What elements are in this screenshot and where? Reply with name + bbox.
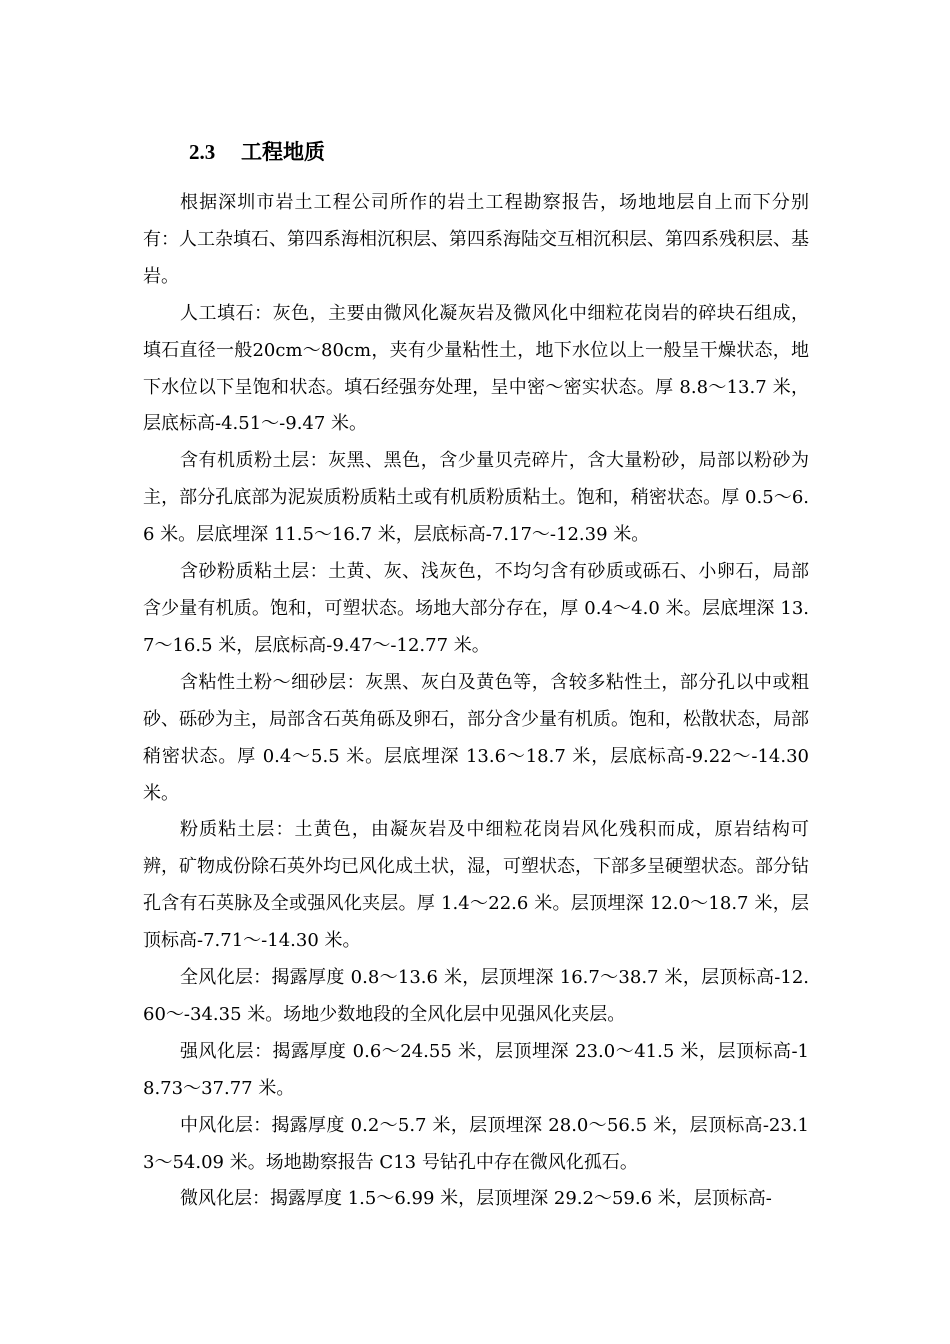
paragraph-intro: 根据深圳市岩土工程公司所作的岩土工程勘察报告，场地地层自上而下分别有：人工杂填石、第四系海相沉积层、第四系海陆交互相沉积层、第四系残积层、基岩。 [143,192,809,287]
paragraph-silty-clay: 粉质粘土层：土黄色，由凝灰岩及中细粒花岗岩风化残积而成，原岩结构可辨，矿物成份除石英外均已风化成土状，湿，可塑状态，下部多呈硬塑状态。部分钻孔含有石英脉及全或强风化夹层。厚 1.4～22.6 米。层顶埋深 12.0～18.7 米，层顶标高-7.71～-14.30 米。 [143,819,809,952]
paragraph-organic-silt: 含有机质粉土层：灰黑、黑色，含少量贝壳碎片，含大量粉砂，局部以粉砂为主，部分孔底部为泥炭质粉质粘土或有机质粉质粘土。饱和，稍密状态。厚 0.5～6.6 米。层底埋深 11.5～16.7 米，层底标高-7.17～-12.39 米。 [143,450,809,546]
section-body [143,185,809,1218]
paragraph-artificial-fill: 人工填石：灰色，主要由微风化凝灰岩及微风化中细粒花岗岩的碎块石组成，填石直径一般20cm～80cm，夹有少量粘性土，地下水位以上一般呈干燥状态，地下水位以下呈饱和状态。填石经强夯处理，呈中密～密实状态。厚 8.8～13.7 米，层底标高-4.51～-9.47 米。 [143,302,809,435]
section-heading [189,138,325,166]
paragraph-fully-weathered: 全风化层：揭露厚度 0.8～13.6 米，层顶埋深 16.7～38.7 米，层顶标高-12.60～-34.35 米。场地少数地段的全风化层中见强风化夹层。 [143,967,809,1025]
paragraph-slightly-weathered: 微风化层：揭露厚度 1.5～6.99 米，层顶埋深 29.2～59.6 米，层顶标高- [180,1188,772,1210]
section-number: 2.3 [189,140,216,164]
paragraph-sandy-silty-clay: 含砂粉质粘土层：土黄、灰、浅灰色，不均匀含有砂质或砾石、小卵石，局部含少量有机质。饱和，可塑状态。场地大部分存在，厚 0.4～4.0 米。层底埋深 13.7～16.5 米，层底标高-9.47～-12.77 米。 [143,561,809,656]
paragraph-clayey-silt-fine-sand: 含粘性土粉～细砂层：灰黑、灰白及黄色等，含较多粘性土，部分孔以中或粗砂、砾砂为主，局部含石英角砾及卵石，部分含少量有机质。饱和，松散状态，局部稍密状态。厚 0.4～5.5 米。层底埋深 13.6～18.7 米，层底标高-9.22～-14.30 米。 [143,671,809,804]
paragraph-strongly-weathered: 强风化层：揭露厚度 0.6～24.55 米，层顶埋深 23.0～41.5 米，层顶标高-18.73～37.77 米。 [143,1040,809,1099]
paragraph-moderately-weathered: 中风化层：揭露厚度 0.2～5.7 米，层顶埋深 28.0～56.5 米，层顶标高-23.13～54.09 米。场地勘察报告 C13 号钻孔中存在微风化孤石。 [143,1114,809,1173]
section-title: 工程地质 [241,140,325,164]
